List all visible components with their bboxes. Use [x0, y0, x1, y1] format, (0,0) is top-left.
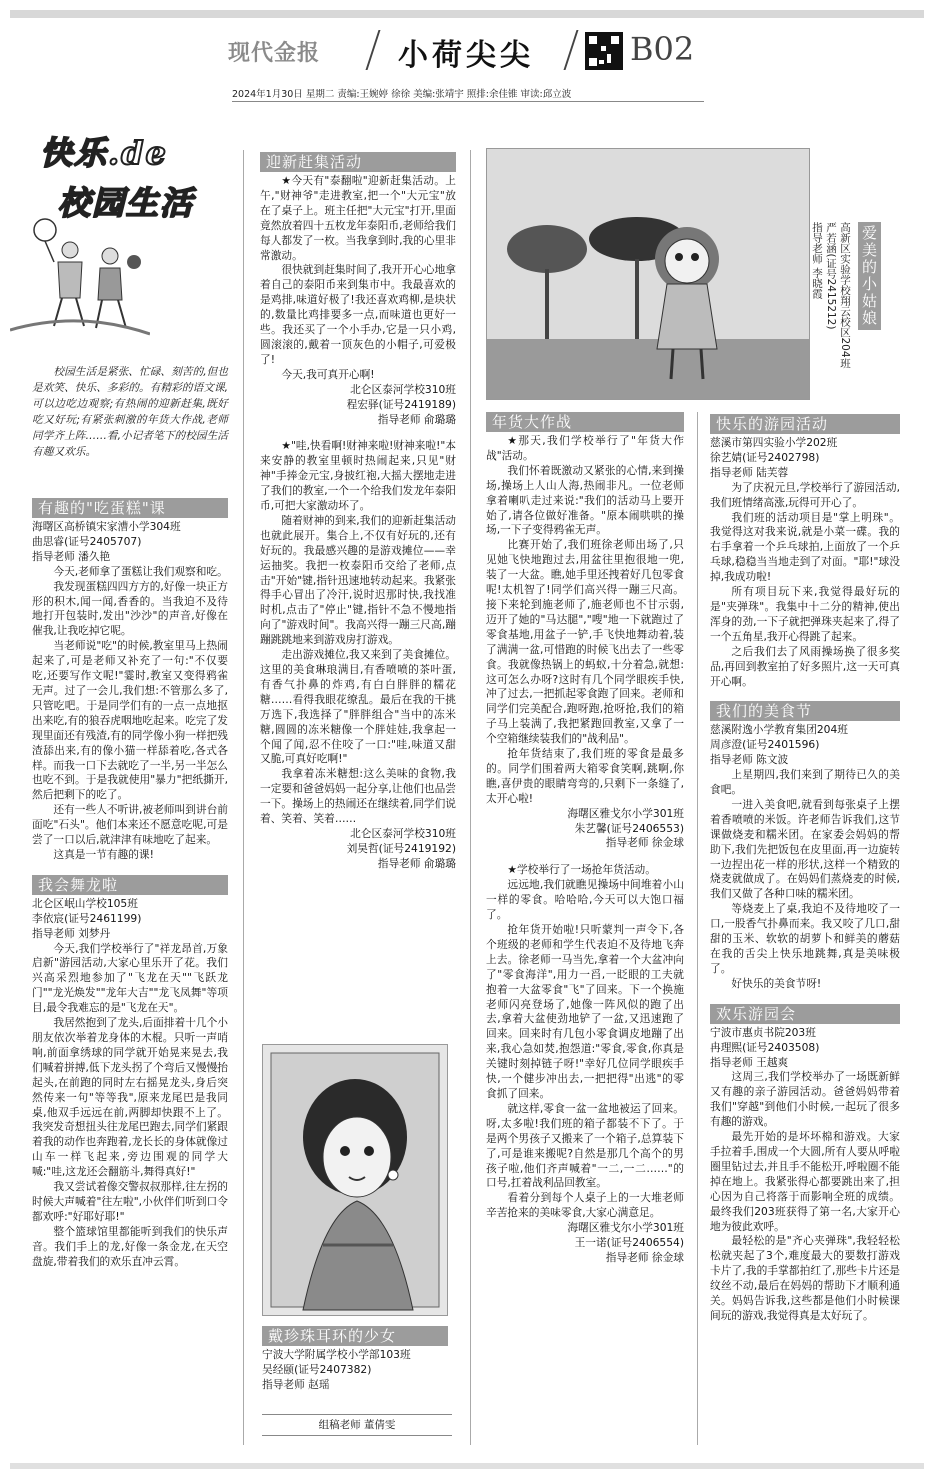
article-title: 快乐的游园活动 [710, 414, 900, 434]
article-title: 爱美的小姑娘 [858, 222, 881, 330]
author-name: 严若涵(证号2415212) [825, 222, 837, 330]
paragraph: 这周三,我们学校举办了一场既新鲜又有趣的亲子游园活动。爸爸妈妈带着我们"穿越"到他们小时候,一起玩了很多有趣的游戏。 [710, 1070, 900, 1129]
paragraph: 比赛开始了,我们班徐老师出场了,只见她飞快地跑过去,用盆往里抱很地一兜,装了一大盆。瞧,她手里还拽着好几包零食呢!太机智了!同学们高兴得一蹦三尺高。接下来轮到施老师了,施老师也不甘示弱,迈开了她的"马达腿","嗖"地一下就跑过了零食基地,用盆子一铲,手飞快地舞动着,装了满满一盆,可惜跑的时候飞出去了一些零食。我就像热锅上的蚂蚁,十分着急,就想:这可怎么办呀?这时有几个同学眼疾手快,冲了过去,一把抓起零食跑了回来。老师和同学们完美配合,跑呀跑,抢呀抢,我们的箱子马上装满了,我把紧跑回教室,又拿了一个空箱继续装我们的"战利品"。 [486, 538, 684, 746]
author-name: 徐艺婧(证号2402798) [710, 450, 820, 464]
author-name: 朱艺馨(证号2406553) [574, 821, 684, 835]
column-3 [486, 412, 684, 1266]
child-head [102, 248, 118, 264]
column-rule [697, 412, 698, 1445]
article-title: 迎新赶集活动 [260, 152, 456, 172]
divider [564, 30, 579, 70]
paragraph: 我又尝试着像交警叔叔那样,往左拐的时候大声喊着"往左啦",小伙伴们听到口令都欢呼:"好耶好耶!" [32, 1180, 228, 1223]
paragraph: 我拿着冻米糖想:这么美味的食物,我一定要和爸爸妈妈一起分享,让他们也品尝一下。操场上的热闹还在继续着,同学们说着、笑着、笑着…… [260, 767, 456, 826]
drawing2-credits [262, 1348, 458, 1393]
teacher-name: 指导老师 陈文波 [710, 753, 789, 767]
column-logo-line1: 快乐.de [40, 134, 168, 172]
column-4 [710, 414, 900, 1324]
teacher-name: 指导老师 王越爽 [710, 1055, 789, 1069]
teacher-name: 指导老师 赵瑶 [262, 1377, 330, 1391]
editor-credit: 组稿老师 董倩雯 [262, 1414, 452, 1436]
header-rule [232, 101, 704, 102]
column-logo-line2: 校园生活 [58, 184, 195, 222]
kids-illustration [10, 200, 150, 350]
paragraph: 之后我们去了风雨操场换了很多奖品,再回到教室拍了好多照片,这一天可真开心啊。 [710, 644, 900, 688]
teacher-name: 指导老师 潘久艳 [32, 549, 111, 563]
paragraph: 很快就到赶集时间了,我开开心心地拿着自己的泰阳币来到集市中。我最喜欢的是鸡排,味道好极了!我还喜欢鸡柳,是块状的,数量比鸡排要多一点,而味道也更好一些。我还买了一个小手办,它是一只小鸡,圆滚滚的,戴着一顶灰色的小帽子,可爱极了! [260, 263, 456, 366]
author-school: 北仑区泰河学校310班 [350, 382, 456, 396]
paper-name: 现代金报 [228, 40, 321, 66]
teacher-name: 指导老师 陆芙蓉 [710, 465, 789, 479]
masthead [0, 26, 934, 76]
article-title: 我们的美食节 [710, 701, 900, 721]
paragraph: 走出游戏摊位,我又来到了美食摊位。这里的美食琳琅满目,有香喷喷的茶叶蛋,有香气扑鼻的炸鸡,有白白胖胖的糯花糖……看得我眼花缭乱。最后在我的干挑万选下,我选择了"胖胖组合"当中的冻米糖,圆圆的冻米糖像一个胖娃娃,我拿起一个闻了闻,忍不住咬了一口:"哇,味道又甜又脆,可真好吃啊!" [260, 648, 456, 766]
paragraph: 好快乐的美食节呀! [731, 976, 822, 990]
column-rule [470, 150, 471, 1445]
column-intro: 校园生活是紧张、忙碌、刻苦的,但也是欢笑、快乐、多彩的。有精彩的语文课,可以边吃边观察;有热闹的迎新赶集,既好吃又好玩;有紧张刺激的年货大作战,老师同学齐上阵……看,小记者笔下的校园生活有趣又欢乐。 [32, 365, 228, 458]
author-school: 宁波市惠贞书院203班 [710, 1025, 816, 1039]
paragraph: 今天,我们学校举行了"祥龙昂首,万象启新"游园活动,大家心里乐开了花。我们兴高采烈地参加了"飞龙在天""飞跃龙门""龙光焕发""龙年大吉""龙飞凤舞"等项目,最令我难忘的是"飞龙在天"。 [32, 941, 228, 1015]
teacher-name: 指导老师 李晓霞 [811, 222, 823, 299]
paragraph: 随着财神的到来,我们的迎新赶集活动也就此展开。集合上,不仅有好玩的,还有好玩的。我最感兴趣的是游戏摊位——幸运抽奖。我把一枚泰阳币交给了老师,点击"开始"键,指针迅速地转动起来。我紧张得手心冒出了冷汗,说时迟那时快,我找准时机,点击了"停止"键,指针不急不慢地指向了"游戏时间"。我高兴得一蹦三尺高,蹦蹦跳跳地来到游戏房打游戏。 [260, 513, 456, 647]
teacher-name: 指导老师 徐金球 [605, 1250, 684, 1264]
author-school: 宁波大学附属学校小学部103班 [262, 1348, 411, 1361]
author-school: 慈溪附逸小学教育集团204班 [710, 723, 848, 737]
column-1 [32, 498, 228, 1270]
drawing-illustration [487, 149, 809, 399]
paragraph: 所有项目玩下来,我觉得最好玩的是"夹弹珠"。我集中十二分的精神,使出浑身的劲,一下子就把弹珠夹起来了,得了一个五角星,我开心得跳了起来。 [710, 585, 900, 643]
paragraph: 最先开始的是坏坏棉和游戏。大家手拉着手,围成一个大圆,所有人要从呼啦圈里钻过去,并且手不能松开,呼啦圈不能掉在地上。我紧张得心都要跳出来了,担心因为自己将落于而影响全班的成绩。最终我们203班获得了第一名,大家开心地为彼此欢呼。 [710, 1130, 900, 1233]
paragraph: 就这样,零食一盆一盆地被运了回来。呀,太多啦!我们班的箱子都装不下了。于是两个男孩子又搬来了一个箱子,总算装下了,可是谁来搬呢?自然是那几个高个的男孩子啦,他们齐声喊着"一二,一二……"的口号,扛着战利品回教室。 [486, 1101, 684, 1190]
teacher-name: 指导老师 俞璐璐 [377, 856, 456, 870]
paragraph: 我们班的活动项目是"掌上明珠"。我觉得这对我来说,就是小菜一碟。我的右手拿着一个乒乓球拍,上面放了一个乒乓球,稳稳当当地走到了对面。"耶!"球没掉,我成功啦! [710, 510, 900, 584]
author-name: 李依宸(证号2461199) [32, 911, 142, 925]
author-name: 周彦澄(证号2401596) [710, 738, 820, 752]
author-name: 吴经颐(证号2407382) [262, 1362, 372, 1376]
dateline: 2024年1月30日 星期二 责编:王婉婷 徐徐 美编:张靖宇 照排:余佳锥 审读:邱立波 [232, 89, 572, 100]
column-rule [243, 150, 244, 1445]
author-school: 北仑区泰河学校310班 [350, 826, 456, 840]
paragraph: 我居然抱到了龙头,后面排着十几个小朋友依次举着龙身体的木棍。只听一声哨响,前面拿绣球的同学就开始晃来晃去,我们喊着拼搏,低下龙头拐了个弯后又慢慢抬起头,在前跑的同时左右摇晃龙头,身后突然传来一句"等等我",原来龙尾巴是我同桌,他双手远远在前,两脚却快跟不上了。我突发奇想扭头往龙尾巴跑去,同学们紧跟着我的动作也奔跑着,龙长长的身体就像过山车一样飞起来,旁边围观的同学大喊:"哇,这龙还会翻筋斗,舞得真好!" [32, 1016, 228, 1179]
author-school: 高新区实验学校翔云校区204班 [839, 222, 851, 369]
paragraph: 当老师说"吃"的时候,教室里马上热闹起来了,可是老师又补充了一句:"不仅要吃,还要写作文呢!"霎时,教室又变得鸦雀无声。过了一会儿,我们想:不管那么多了,只管吃吧。于是同学们有的一点一点地抠出来吃,有的狼吞虎咽地吃起来。吃完了发现里面还有残渣,有的同学像小狗一样把残渣舔出来,有的像小猫一样舔着吃,各式各样。而我一口下去就吃了一半,另一半怎么也吃不到。于是我就使用"暴力"把纸撕开,然后把剩下的吃了。 [32, 639, 228, 802]
author-name: 程宏驿(证号2419189) [346, 397, 456, 411]
paragraph: 还有一些人不听讲,被老师叫到讲台前面吃"石头"。他们本来还不愿意吃呢,可是尝了一口以后,就津津有味地吃了起来。 [32, 803, 228, 847]
drawing-pearl-earring [262, 1044, 448, 1316]
paragraph: 今天,老师拿了蛋糕让我们观察和吃。 [53, 564, 228, 578]
teacher-name: 指导老师 俞璐璐 [377, 412, 456, 426]
paragraph: ★"哇,快看啊!财神来啦!财神来啦!"本来安静的教室里顿时热闹起来,只见"财神"手捧金元宝,身披红袍,大摇大摆地走进了我们的教室,一个一个给我们发龙年泰阳币,可把大家激动坏了。 [260, 439, 456, 513]
paragraph: ★那天,我们学校举行了"年货大作战"活动。 [486, 434, 684, 462]
paragraph: 远远地,我们就瞧见操场中间堆着小山一样的零食。哈哈哈,今天可以大饱口福了。 [486, 878, 684, 922]
teacher-name: 指导老师 刘梦丹 [32, 926, 111, 940]
child-head [62, 242, 78, 258]
paragraph: 一进入美食吧,就看到每张桌子上摆着香喷喷的米饭。许老师告诉我们,这节课做烧麦和糯米团。在家委会妈妈的帮助下,我们先把饭包在皮里面,再一边旋转一边捏出花一样的形状,这样一个精致的烧麦就做成了。在妈妈们蒸烧麦的时候,我们又做了各种口味的糯米团。 [710, 797, 900, 901]
section-title: 小荷尖尖 [398, 38, 534, 73]
drawing-beautiful-girl [486, 148, 810, 400]
paragraph: 为了庆祝元旦,学校举行了游园活动,我们班情绪高涨,玩得可开心了。 [710, 480, 900, 509]
paragraph: 抢年货开始啦!只听蒙判一声令下,各个班级的老师和学生代表迫不及待地飞奔上去。徐老师一马当先,拿着一个大盆冲向了"零食海洋",用力一舀,一眨眼的工夫就抱着一大盆零食"飞"了回来。下一个换施老师闪亮登场了,她像一阵风似的跑了出去,拿着大盆使劲地铲了一盆,又迅速跑了回来。回来时有几包小零食调皮地蹦了出来,我心急如焚,抱怨道:"零食,零食,你真是关键时刻掉链子呀!"幸好几位同学眼疾手快,一个健步冲出去,一把把得"出逃"的零食抓了回来。 [486, 923, 684, 1100]
paragraph: ★今天有"泰翻啦"迎新赶集活动。上午,"财神爷"走进教室,把一个"大元宝"放在了桌子上。班主任把"大元宝"打开,里面竟然放着四十五枚龙年泰阳币,老师给我们每人都发了一枚。当我拿到时,我的心里非常激动。 [260, 174, 456, 262]
paragraph: 看着分到每个人桌子上的一大堆老师辛苦抢来的美味零食,大家心满意足。 [486, 1191, 684, 1220]
drawing-illustration [263, 1045, 447, 1315]
author-school: 海曙区雅戈尔小学301班 [567, 806, 684, 820]
article-title: 我会舞龙啦 [32, 875, 228, 895]
paragraph: 整个篮球馆里都能听到我们的快乐声音。我们手上的龙,好像一条金龙,在天空盘旋,带着我们的欢乐直冲云霄。 [32, 1224, 228, 1268]
author-name: 曲思睿(证号2405707) [32, 534, 142, 548]
paragraph: 等烧麦上了桌,我迫不及待地咬了一口,一股香气扑鼻而来。我又咬了几口,甜甜的玉米、软软的胡萝卜和鲜美的蘑菇在我的舌尖上快乐地跳舞,真是美味极了。 [710, 902, 900, 975]
author-school: 海曙区高桥镇宋家漕小学304班 [32, 520, 181, 533]
ball-icon [127, 255, 141, 269]
author-school: 北仑区岷山学校105班 [32, 896, 138, 910]
paragraph: 我们怀着既激动又紧张的心情,来到操场,操场上人山人海,热闹非凡。一位老师拿着喇叭走过来说:"我们的活动马上要开始了,请各位做好准备。"原本闹哄哄的操场,一下子变得鸦雀无声。 [486, 463, 684, 537]
paragraph: 今天,我可真开心啊! [281, 367, 375, 381]
divider [366, 30, 381, 70]
author-name: 冉理熙(证号2403508) [710, 1040, 820, 1054]
paragraph: 最轻松的是"齐心夹弹珠",我轻轻松松就夹起了3个,难度最大的要数打游戏卡片了,我的手掌都拍红了,那些卡片还是纹丝不动,最后在妈妈的帮助下才顺利通关。妈妈告诉我,这些都是他们小时候课间玩的游戏,我觉得真是太好玩了。 [710, 1234, 900, 1322]
author-school: 慈溪市第四实验小学202班 [710, 436, 838, 449]
article-title: 欢乐游园会 [710, 1004, 900, 1024]
paragraph: 我发现蛋糕四四方方的,好像一块正方形的积木,闻一闻,香香的。当我迫不及待地打开包装时,发出"沙沙"的声音,好像在催我,让我吃掉它呢。 [32, 579, 228, 638]
author-name: 王一诺(证号2406554) [574, 1236, 684, 1250]
article-title: 年货大作战 [486, 412, 684, 432]
paragraph: ★学校举行了一场抢年货活动。 [507, 863, 656, 877]
paragraph: 上星期四,我们来到了期待已久的美食吧。 [710, 768, 900, 797]
page-number: B02 [630, 30, 695, 68]
paragraph: 抢年货结束了,我们班的零食是最多的。同学们围着两大箱零食笑啊,跳啊,你瞧,喜伊贵的眼睛弯弯的,只剩下一条缝了,太开心啦! [486, 747, 684, 805]
qr-code-icon [585, 32, 623, 70]
teacher-name: 指导老师 徐金球 [605, 836, 684, 850]
article-title: 戴珍珠耳环的少女 [262, 1326, 448, 1346]
bottom-rule [10, 1463, 924, 1469]
top-rule [10, 10, 924, 18]
badminton-racket-icon [34, 219, 56, 241]
author-name: 刘昊哲(证号2419192) [346, 841, 456, 855]
article-title: 有趣的"吃蛋糕"课 [32, 498, 228, 518]
paragraph: 这真是一节有趣的课! [53, 847, 154, 861]
author-school: 海曙区雅戈尔小学301班 [567, 1221, 684, 1235]
column-2 [260, 152, 456, 872]
